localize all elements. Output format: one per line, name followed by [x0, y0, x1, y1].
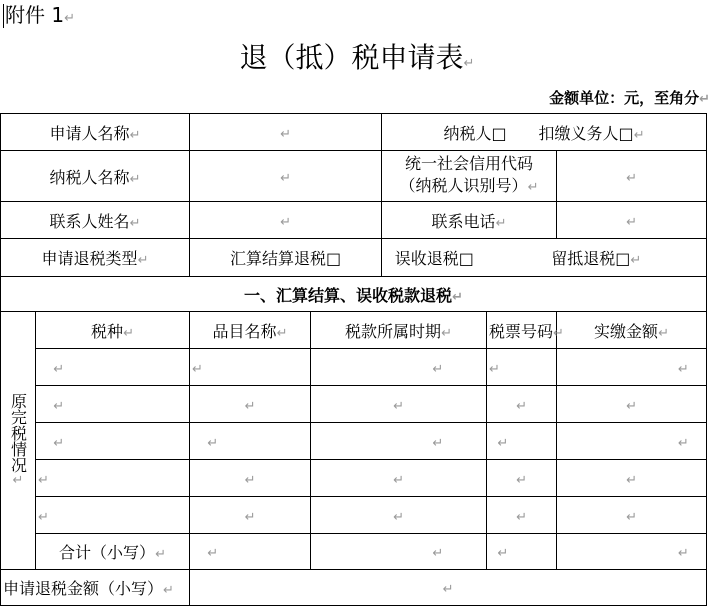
annex-label: 附件 1↵ [5, 3, 75, 27]
document-title: 退（抵）税申请表↵ [239, 41, 475, 74]
table-row [1, 151, 707, 202]
table-row [1, 460, 707, 497]
cell-tax[interactable]: ↵ [36, 386, 190, 423]
cell-paid[interactable]: ↵ [557, 386, 707, 423]
amount-unit-note: 金额单位：元，至角分↵ [549, 89, 710, 107]
subtotal-ticket[interactable]: ↵ [487, 534, 557, 570]
cell-paid[interactable]: ↵ [557, 423, 707, 460]
table-row [1, 349, 707, 386]
taxpayer-name-value[interactable]: ↵ [190, 151, 382, 202]
contact-phone-value[interactable]: ↵ [557, 202, 707, 239]
refund-application-table [0, 113, 707, 606]
contact-name-label: 联系人姓名↵ [1, 202, 190, 239]
cell-paid[interactable]: ↵ [557, 497, 707, 534]
cell-ticket[interactable]: ↵ [487, 497, 557, 534]
applicant-name-label: 申请人名称↵ [1, 114, 190, 151]
cell-paid[interactable]: ↵ [557, 349, 707, 386]
table-row [1, 386, 707, 423]
table-row [1, 239, 707, 277]
cell-period[interactable]: ↵ [311, 349, 487, 386]
refund-amount-label: 申请退税金额（小写）↵ [1, 570, 190, 606]
cell-item[interactable]: ↵ [190, 349, 311, 386]
taxpayer-name-label: 纳税人名称↵ [1, 151, 190, 202]
col-ticket-header: 税票号码↵ [487, 312, 557, 349]
table-row [1, 277, 707, 312]
cell-tax[interactable]: ↵ [36, 349, 190, 386]
contact-phone-label: 联系电话↵ [382, 202, 557, 239]
subtotal-period[interactable]: ↵ [311, 534, 487, 570]
table-row [1, 534, 707, 570]
cell-period[interactable]: ↵ [311, 386, 487, 423]
refund-amount-value[interactable]: ↵ [190, 570, 707, 606]
cell-item[interactable]: ↵ [190, 423, 311, 460]
cell-tax[interactable]: ↵ [36, 497, 190, 534]
applicant-type-options[interactable]: 纳税人□ 扣缴义务人□↵ [382, 114, 707, 151]
table-row [1, 497, 707, 534]
table-row [1, 114, 707, 151]
subtotal-label: 合计（小写）↵ [36, 534, 190, 570]
section-heading: 一、汇算结算、误收税款退税↵ [1, 277, 707, 312]
refund-type-settlement-checkbox[interactable]: 汇算结算退税□ [190, 239, 382, 277]
credit-code-value[interactable]: ↵ [557, 151, 707, 202]
refund-type-erroneous-checkbox[interactable]: 误收退税□ [382, 239, 487, 277]
col-tax-header: 税种↵ [36, 312, 190, 349]
col-period-header: 税款所属时期↵ [311, 312, 487, 349]
table-row [1, 570, 707, 606]
cell-period[interactable]: ↵ [311, 423, 487, 460]
cell-item[interactable]: ↵ [190, 460, 311, 497]
credit-code-label: 统一社会信用代码 （纳税人识别号）↵ [382, 151, 557, 202]
contact-name-value[interactable]: ↵ [190, 202, 382, 239]
subtotal-paid[interactable]: ↵ [557, 534, 707, 570]
table-row [1, 202, 707, 239]
cell-paid[interactable]: ↵ [557, 460, 707, 497]
refund-type-label: 申请退税类型↵ [1, 239, 190, 277]
cell-ticket[interactable]: ↵ [487, 386, 557, 423]
col-paid-header: 实缴金额↵ [557, 312, 707, 349]
cell-ticket[interactable]: ↵ [487, 349, 557, 386]
applicant-name-value[interactable]: ↵ [190, 114, 382, 151]
refund-type-credit-checkbox[interactable]: 留抵退税□↵ [487, 239, 707, 277]
table-row [1, 312, 707, 349]
cell-period[interactable]: ↵ [311, 460, 487, 497]
cell-item[interactable]: ↵ [190, 497, 311, 534]
col-item-header: 品目名称↵ [190, 312, 311, 349]
subtotal-item[interactable]: ↵ [190, 534, 311, 570]
cell-tax[interactable]: ↵ [36, 460, 190, 497]
cell-ticket[interactable]: ↵ [487, 460, 557, 497]
cell-tax[interactable]: ↵ [36, 423, 190, 460]
table-row [1, 423, 707, 460]
cell-period[interactable]: ↵ [311, 497, 487, 534]
text-cursor [3, 4, 4, 28]
original-tax-label: 原完税情况 ↵ [1, 312, 36, 570]
cell-item[interactable]: ↵ [190, 386, 311, 423]
cell-ticket[interactable]: ↵ [487, 423, 557, 460]
